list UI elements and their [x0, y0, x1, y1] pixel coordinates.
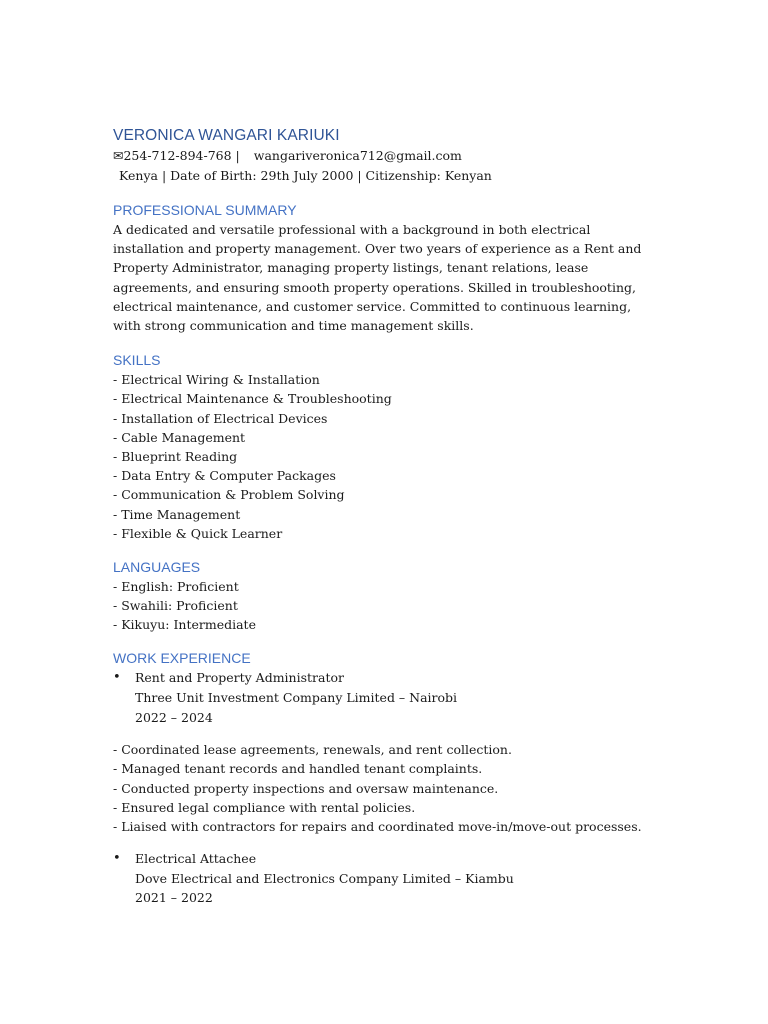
- personal-details: Kenya | Date of Birth: 29th July 2000 | Citizenship: Kenyan: [119, 168, 492, 183]
- phone-number: ✉254-712-894-768 |: [113, 148, 240, 163]
- skill-item: - Time Management: [113, 506, 241, 522]
- candidate-name: VERONICA WANGARI KARIUKI: [113, 127, 340, 144]
- duty-item: - Conducted property inspections and oversaw maintenance.: [113, 780, 499, 796]
- job-title: Electrical Attachee: [135, 851, 257, 867]
- language-item: - Swahili: Proficient: [113, 598, 238, 614]
- job-entry: [113, 849, 658, 908]
- job-entry: [113, 668, 658, 727]
- language-item: - Kikuyu: Intermediate: [113, 617, 256, 633]
- job-period: 2021 – 2022: [135, 890, 213, 906]
- skills-heading: SKILLS: [113, 352, 161, 369]
- skill-item: - Electrical Wiring & Installation: [113, 372, 320, 388]
- resume-content: [113, 126, 658, 908]
- skill-item: - Data Entry & Computer Packages: [113, 468, 336, 484]
- summary-text: A dedicated and versatile professional with a background in both electrical installation and property management. Over two years of experience as a Rent and Property Administrator, managing property listings, tenant relations, lease agreements, and ensuring smooth property operations. Skilled in troubleshooting, electrical maintenance, and customer service. Committed to continuous learning, with strong communication and time management skills.: [113, 222, 642, 334]
- skill-item: - Communication & Problem Solving: [113, 487, 345, 503]
- duty-item: - Ensured legal compliance with rental policies.: [113, 799, 416, 815]
- languages-list: [113, 577, 658, 635]
- skills-list: [113, 370, 658, 543]
- job-title: Rent and Property Administrator: [135, 670, 344, 686]
- bullet-icon: •: [113, 851, 121, 867]
- job-duties: [113, 740, 658, 836]
- duty-item: - Liaised with contractors for repairs and coordinated move-in/move-out processes.: [113, 819, 642, 834]
- skill-item: - Blueprint Reading: [113, 448, 238, 464]
- skill-item: - Electrical Maintenance & Troubleshooting: [113, 391, 392, 407]
- summary-heading: PROFESSIONAL SUMMARY: [113, 202, 297, 218]
- experience-heading: WORK EXPERIENCE: [113, 650, 251, 667]
- contact-line: [113, 146, 658, 166]
- bullet-icon: •: [113, 670, 121, 686]
- languages-heading: LANGUAGES: [113, 558, 201, 575]
- skill-item: - Installation of Electrical Devices: [113, 410, 328, 426]
- email-address[interactable]: wangariveronica712@gmail.com: [253, 148, 462, 163]
- job-company: Dove Electrical and Electronics Company Limited – Kiambu: [135, 870, 514, 886]
- duty-item: - Managed tenant records and handled tenant complaints.: [113, 761, 483, 777]
- job-company: Three Unit Investment Company Limited – Nairobi: [135, 690, 458, 706]
- language-item: - English: Proficient: [113, 578, 239, 594]
- skill-item: - Cable Management: [113, 429, 246, 445]
- job-period: 2022 – 2024: [135, 709, 213, 725]
- skill-item: - Flexible & Quick Learner: [113, 525, 283, 541]
- duty-item: - Coordinated lease agreements, renewals, and rent collection.: [113, 742, 512, 758]
